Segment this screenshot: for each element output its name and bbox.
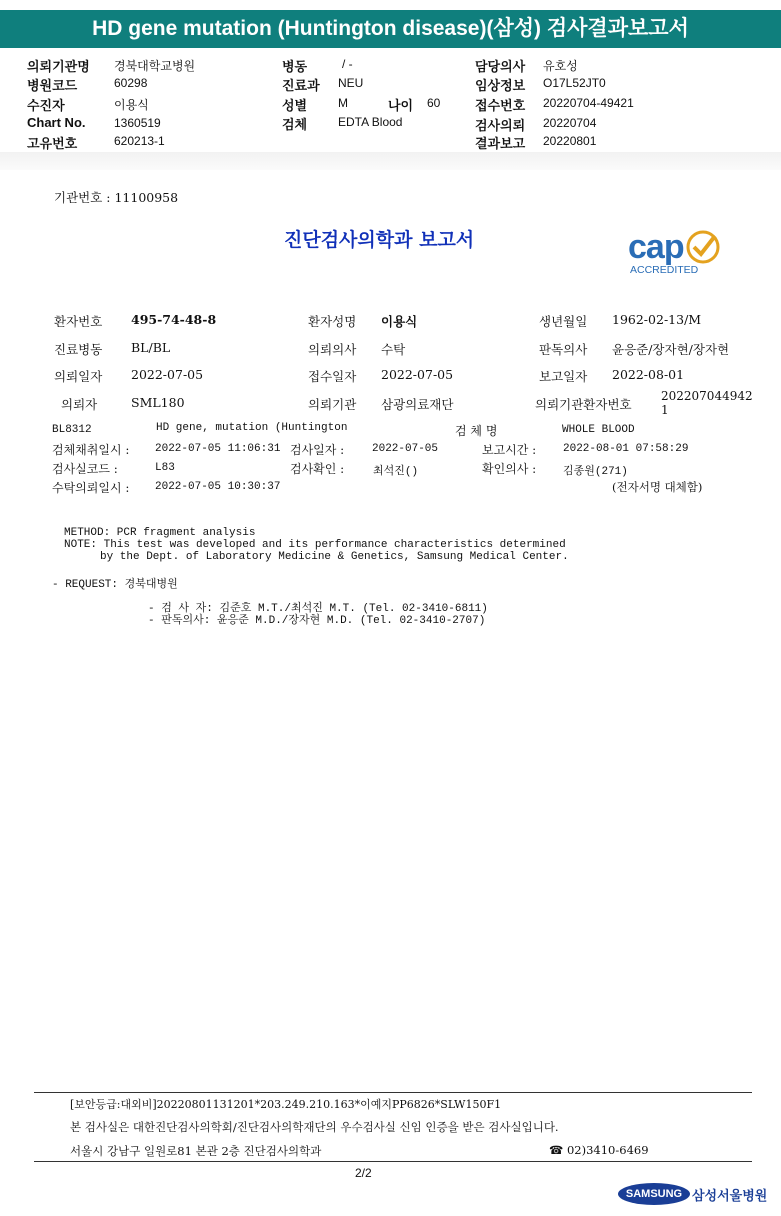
report-title-bar: HD gene mutation (Huntington disease)(삼성) 검사결과보고서 [0,10,781,48]
consign-time-value: 2022-07-05 10:30:37 [155,481,281,493]
value-specimen: EDTA Blood [338,115,403,129]
test-code: BL8312 [52,424,92,436]
pt-value-req-date: 2022-07-05 [131,367,204,382]
label-chart-no: Chart No. [27,115,86,130]
specimen-name-label: 검 체 명 [455,424,498,438]
pt-value-req-org: 삼광의료재단 [381,397,454,412]
pt-label-patient-name: 환자성명 [308,314,357,329]
pt-label-ward: 진료병동 [54,342,103,357]
value-sex: M [338,96,348,110]
test-date-value: 2022-07-05 [372,443,439,455]
header-separator-strip [0,152,781,170]
note-line-1: NOTE: This test was developed and its performance characteristics determined [64,539,566,551]
page-number: 2/2 [355,1166,372,1180]
pt-value-req-doctor: 수탁 [381,342,406,357]
pt-value-birth: 1962-02-13/M [612,312,702,327]
pt-label-req-doctor: 의뢰의사 [308,342,357,357]
collect-time-value: 2022-07-05 11:06:31 [155,443,281,455]
footer-bottom-rule [34,1161,752,1162]
pt-value-req-org-patient-no: 202207044942 [661,389,753,403]
value-patient: 이용식 [114,98,149,112]
pt-value-ward: BL/BL [131,340,171,355]
specimen-name-value: WHOLE BLOOD [562,424,635,436]
label-clinical-info: 임상정보 [475,78,526,93]
label-specimen: 검체 [282,117,308,132]
label-age: 나이 [388,98,414,113]
confirm-doctor-value: 김종원(271) [563,466,628,478]
pt-value-receipt-date: 2022-07-05 [381,367,454,382]
value-age: 60 [427,96,441,110]
pt-label-req-org-patient-no: 의뢰기관환자번호 [535,397,632,412]
hospital-name-logo: 삼성서울병원 [692,1189,768,1204]
label-unique-no: 고유번호 [27,136,78,151]
pt-value-requester: SML180 [131,395,185,410]
value-clinical-info: O17L52JT0 [543,76,606,90]
pt-label-report-date: 보고일자 [539,369,588,384]
label-request-date: 검사의뢰 [475,118,526,133]
pt-label-requester: 의뢰자 [61,397,98,412]
value-request-date: 20220704 [543,116,597,130]
label-dept: 진료과 [282,78,320,93]
footer-top-rule [34,1092,752,1093]
label-report-date: 결과보고 [475,136,526,151]
value-doctor: 유호성 [543,59,578,73]
cap-accredited-logo [622,228,732,284]
label-sex: 성별 [282,98,308,113]
collect-time-label: 검체채취일시 : [52,443,130,457]
tester-line: - 검 사 자: 김준호 M.T./최석진 M.T. (Tel. 02-3410-6811) [148,603,488,615]
request-line: - REQUEST: 경북대병원 [52,579,178,591]
value-ward: / - [342,57,353,71]
pt-value-patient-no: 495-74-48-8 [131,312,217,327]
certified-line: 본 검사실은 대한진단검사의학회/진단검사의학재단의 우수검사실 신임 인증을 받은 검사실입니다. [70,1120,559,1134]
label-ward: 병동 [282,59,308,74]
pt-label-req-org: 의뢰기관 [308,397,357,412]
pt-value-report-date: 2022-08-01 [612,367,685,382]
label-doctor: 담당의사 [475,59,526,74]
cap-check-icon [684,230,722,264]
pt-label-req-date: 의뢰일자 [54,369,103,384]
lab-code-label: 검사실코드 : [52,462,118,476]
report-time-label: 보고시간 : [482,443,537,457]
test-name: HD gene, mutation (Huntington [156,422,348,434]
cap-logo-word: cap [628,228,684,266]
cap-accredited-text: ACCREDITED [630,264,699,276]
phone-line: ☎ 02)3410-6469 [549,1143,649,1157]
pt-label-reading-doctor: 판독의사 [539,342,588,357]
report-heading: 진단검사의학과 보고서 [284,229,475,251]
pt-value-req-org-patient-no-suffix: 1 [661,403,669,417]
value-requesting-org: 경북대학교병원 [114,59,196,73]
label-patient: 수진자 [27,98,65,113]
lab-code-value: L83 [155,462,175,474]
confirm-doctor-label: 확인의사 : [482,462,537,476]
pt-value-patient-name: 이용식 [381,314,418,329]
value-receipt-no: 20220704-49421 [543,96,634,110]
pt-label-patient-no: 환자번호 [54,314,103,329]
address-line: 서울시 강남구 일원로81 본관 2층 진단검사의학과 [70,1144,322,1158]
pt-value-reading-doctor: 윤응준/장자현/장자현 [612,342,730,357]
method-line: METHOD: PCR fragment analysis [64,527,256,539]
e-signature-note: (전자서명 대체함) [612,480,703,494]
label-receipt-no: 접수번호 [475,98,526,113]
value-report-date: 20220801 [543,134,597,148]
confirm-label: 검사확인 : [290,462,345,476]
pt-label-receipt-date: 접수일자 [308,369,357,384]
label-hospital-code: 병원코드 [27,78,78,93]
pt-label-birth: 생년월일 [539,314,588,329]
consign-time-label: 수탁의뢰일시 : [52,481,130,495]
confirm-value: 최석진() [373,466,419,478]
reader-line: - 판독의사: 윤응준 M.D./장자현 M.D. (Tel. 02-3410-2707) [148,615,486,627]
report-time-value: 2022-08-01 07:58:29 [563,443,689,455]
value-chart-no: 1360519 [114,116,161,130]
value-dept: NEU [338,76,364,90]
security-line: [보안등급:대외비]20220801131201*203.249.210.163*이예지PP6826*SLW150F1 [70,1098,502,1111]
test-date-label: 검사일자 : [290,443,345,457]
value-unique-no: 620213-1 [114,134,165,148]
samsung-logo: SAMSUNG [618,1183,690,1205]
label-requesting-org: 의뢰기관명 [27,59,90,74]
note-line-2: by the Dept. of Laboratory Medicine & Genetics, Samsung Medical Center. [100,551,569,563]
org-number: 기관번호 : 11100958 [54,190,179,205]
value-hospital-code: 60298 [114,76,148,90]
